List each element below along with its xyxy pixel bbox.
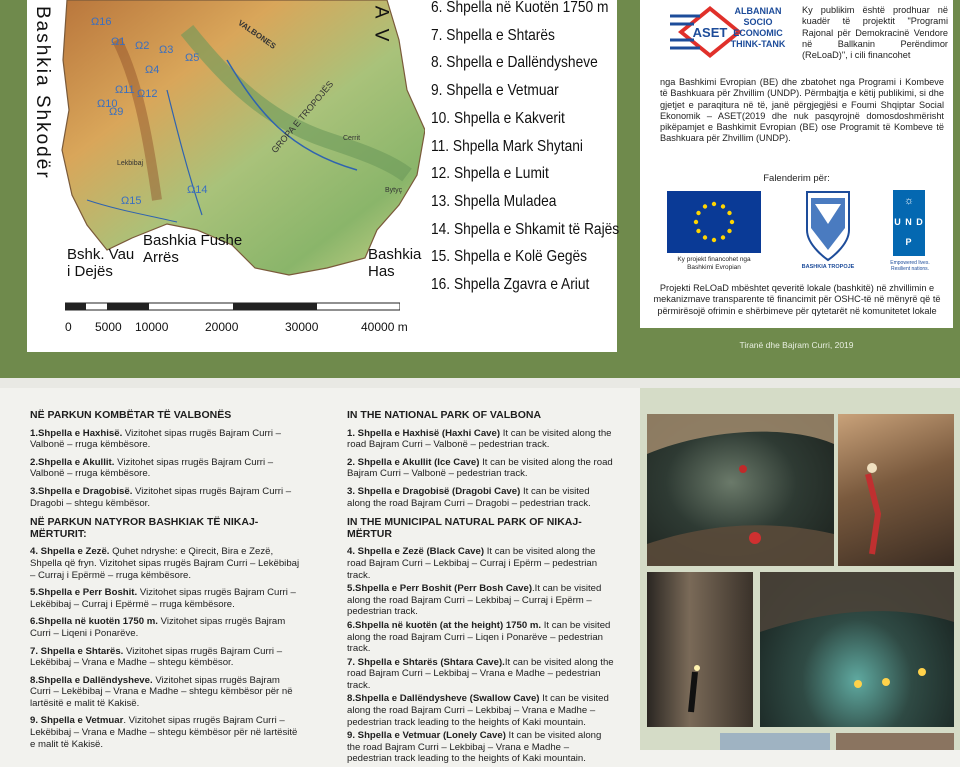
tropoje-shield-icon — [803, 190, 853, 262]
cave-marker: Ω15 — [121, 195, 142, 207]
cave-list-item: 6. Shpella në Kuotën 1750 m — [431, 0, 609, 16]
info-paragraph-2: nga Bashkimi Evropian (BE) dhe zbatohet nga Programi i Kombeve të Bashkuara për Zhvillim (UNDP). Përmbajtja e këtij publikimi, si dhe gjetjet e paraqitura në të, janë përgjegjësi e Foumi Shqiptar Social Ekonomik – ASET(2019 dhe nuk pasqyrojnë domosdoshmërisht pikëpamjet e Bashkimit Evropian (BE) ose Programit të Kombeve të Bashkuara për Zhvillim (UNDP). — [660, 77, 944, 144]
english-entry: 1. Shpella e Haxhisë (Haxhi Cave) It can be visited along the road Bajram Curri – Valbonë – pedestrian track. — [347, 427, 612, 451]
cave-photo — [760, 572, 954, 727]
cave-photo — [838, 414, 954, 566]
albanian-entry: 8.Shpella e Dallëndysheve. Vizitohet sipas rrugës Bajram Curri – Lekëbibaj – Vrana e Madhe – shtegu këmbësor për në lartësitë e malit të Kakisë. — [30, 674, 293, 709]
albanian-column — [30, 410, 302, 756]
scale-label: 40000 m — [361, 320, 408, 334]
albanian-heading-valbona: NË PARKUN KOMBËTAR TË VALBONËS — [30, 409, 232, 421]
cave-marker: Ω10 — [97, 98, 118, 110]
cave-marker: Ω4 — [145, 64, 160, 76]
scale-label: 10000 — [135, 320, 169, 334]
map-label-shkoder: Bashkia Shkodër — [32, 6, 53, 180]
thanks-heading: Falenderim për: — [763, 173, 830, 184]
cave-list-item: 9. Shpella e Vetmuar — [431, 82, 559, 100]
english-entry: 5.Shpella e Perr Boshit (Perr Bosh Cave).It can be visited along the road Bajram Curri – Lekbibaj – Curraj i Epërm – pedestrian track. — [347, 583, 602, 618]
cave-marker: Ω9 — [109, 106, 124, 118]
cave-list-item: 16. Shpella Zgavra e Ariut — [431, 276, 590, 294]
info-panel — [640, 0, 953, 328]
map-label-lekbibaj: Lekbibaj — [117, 160, 144, 167]
english-heading-nikaj: IN THE MUNICIPAL NATURAL PARK OF NIKAJ-MËRTUR — [347, 516, 582, 540]
map-label-bytyc: Bytyç — [385, 187, 403, 194]
aset-logo-word: ASET — [692, 25, 728, 40]
info-paragraph-1: Ky publikim është prodhuar në kuadër të projektit "Programi Rajonal për Demokracinë Vendore në Ballkanin Perëndimor (ReLoaD)", i cili financohet — [802, 5, 948, 61]
cave-marker: Ω14 — [187, 184, 208, 196]
albanian-entry: 7. Shpella e Shtarës. Vizitohet sipas rrugës Bajram Curri – Lekëbibaj – Vrana e Madhe – shtegu këmbësor. — [30, 645, 283, 669]
cave-list-item: 8. Shpella e Dallëndysheve — [431, 54, 598, 72]
cave-list-item: 15. Shpella e Kolë Gegës — [431, 248, 588, 266]
cave-marker: Ω2 — [135, 40, 150, 52]
scale-label: 5000 — [95, 320, 122, 334]
cave-list — [431, 0, 621, 299]
cave-marker: Ω16 — [91, 16, 112, 28]
map-label-cerrit: Cerrit — [343, 135, 361, 142]
english-heading-valbona: IN THE NATIONAL PARK OF VALBONA — [347, 409, 542, 421]
project-description: Projekti ReLOaD mbështet qeveritë lokale (bashkitë) në zhvillimin e mekanizmave transparente të financimit për OSHC-të në mënyrë që të përmirësojë ofrimin e shërbimeve për qytetarët në komunitetet lokale — [653, 283, 941, 316]
undp-letters: U N D P — [894, 217, 924, 247]
map-label-has: Bashkia Has — [368, 246, 422, 280]
albanian-entry: 1.Shpella e Haxhisë. Vizitohet sipas rrugës Bajram Curri – Valbonë – rruga këmbësore. — [30, 427, 281, 451]
map-label-fushe-arres: Bashkia Fushe Arrës — [143, 232, 243, 266]
cave-photo — [720, 733, 830, 750]
cave-marker: Ω12 — [137, 88, 158, 100]
shield-caption: BASHKIA TROPOJE — [801, 264, 855, 270]
cave-photo — [836, 733, 954, 750]
cave-list-item: 12. Shpella e Lumit — [431, 165, 549, 183]
aset-logo-text: ALBANIAN SOCIO ECONOMIC THINK-TANK — [730, 6, 786, 49]
cave-marker: Ω1 — [111, 36, 126, 48]
cave-list-item: 14. Shpella e Shkamit të Rajës — [431, 220, 620, 238]
cave-list-item: 7. Shpella e Shtarës — [431, 26, 555, 44]
map-label-country: A V — [370, 5, 392, 45]
albanian-heading-nikaj: NË PARKUN NATYROR BASHKIAK TË NIKAJ-MËRTURIT: — [30, 516, 259, 540]
scale-label: 30000 — [285, 320, 319, 334]
cave-photo-strip — [640, 388, 960, 750]
page-gap — [0, 378, 960, 388]
albanian-entry: 2.Shpella e Akullit. Vizitohet sipas rrugës Bajram Curri – Valbonë – rruga këmbësore. — [30, 456, 274, 480]
english-entry: 8.Shpella e Dallëndysheve (Swallow Cave) It can be visited along the road Bajram Curri – Lekbibaj – Vrana e Madhe – pedestrian track leading to the heights of Kaki mountain. — [347, 693, 609, 728]
english-entry: 9. Shpella e Vetmuar (Lonely Cave) It can be visited along the road Bajram Curri – Lekbibaj – Vrana e Madhe – pedestrian track leading to the heights of Kaki mountain. — [347, 730, 602, 765]
cave-list-item: 13. Shpella Muladea — [431, 192, 557, 210]
cave-marker: Ω11 — [115, 84, 135, 96]
english-entry: 6.Shpella në kuotën (at the height) 1750 m. It can be visited along the road Bajram Curri – Liqen i Ponarëve – pedestrian track. — [347, 619, 611, 655]
map-scale-bar — [65, 300, 400, 314]
eu-flag-icon — [667, 191, 761, 253]
albanian-entry: 3.Shpella e Dragobisë. Vizitohet sipas rrugës Bajram Curri – Dragobi – shtegu këmbësor. — [30, 485, 292, 509]
cave-photo — [647, 572, 753, 727]
albanian-entry: 5.Shpella e Perr Boshit. Vizitohet sipas rrugës Bajram Curri – Lekëbibaj – Curraj i Epërmë – rruga këmbësore. — [30, 587, 296, 610]
cave-photo — [647, 414, 834, 566]
albanian-entry: 4. Shpella e Zezë. Quhet ndryshe: e Qirecit, Bira e Zezë, Shpella që fryn. Vizitohet sipas rrugës Bajram Curri – Lekëbibaj – Curraj i Epërmë – rruga këmbësore. — [30, 546, 300, 581]
cave-marker: Ω3 — [159, 44, 174, 56]
english-entry: 3. Shpella e Dragobisë (Dragobi Cave) It can be visited along the road Bajram Curri – Dragobi – pedestrian track. — [347, 485, 591, 509]
undp-caption: Empowered lives. Resilient nations. — [890, 260, 930, 272]
english-entry: 4. Shpella e Zezë (Black Cave) It can be visited along the road Bajram Curri – Lekbibaj – Curraj i Epërm – pedestrian track. — [347, 546, 598, 581]
map-label-valbones: VALBONES — [236, 18, 278, 51]
city-date: Tiranë dhe Bajram Curri, 2019 — [739, 340, 854, 350]
cave-marker: Ω5 — [185, 52, 200, 64]
map-label-valley: GROPA E TROPOJËS — [269, 79, 336, 155]
english-column — [347, 410, 615, 767]
undp-logo — [893, 190, 925, 256]
scale-label: 20000 — [205, 320, 239, 334]
albanian-entry: 6.Shpella në kuotën 1750 m. Vizitohet sipas rrugës Bajram Curri – Liqeni i Ponarëve. — [30, 616, 286, 639]
scale-label: 0 — [65, 320, 72, 334]
albanian-entry: 9. Shpella e Vetmuar. Vizitohet sipas rrugës Bajram Curri – Lekëbibaj – Vrana e Madhe – shtegu këmbësor për në lartësitë e malit të Kakisë. — [30, 715, 298, 750]
eu-caption: Ky projekt financohet nga Bashkimi Evropian — [677, 256, 751, 271]
english-entry: 7. Shpella e Shtarës (Shtara Cave).It can be visited along the road Bajram Curri – Lekbibaj – Vrana e Madhe – pedestrian track. — [347, 656, 614, 691]
cave-list-item: 11. Shpella Mark Shytani — [431, 137, 583, 155]
map-panel — [27, 0, 620, 352]
english-entry: 2. Shpella e Akullit (Ice Cave) It can be visited along the road Bajram Curri – Valbonë – pedestrian track. — [347, 456, 613, 480]
cave-map — [27, 0, 425, 292]
un-emblem-icon: ☼ — [903, 195, 915, 207]
map-label-vau-dejes: Bshk. Vau i Dejës — [67, 246, 135, 280]
cave-list-item: 10. Shpella e Kakverit — [431, 109, 565, 127]
